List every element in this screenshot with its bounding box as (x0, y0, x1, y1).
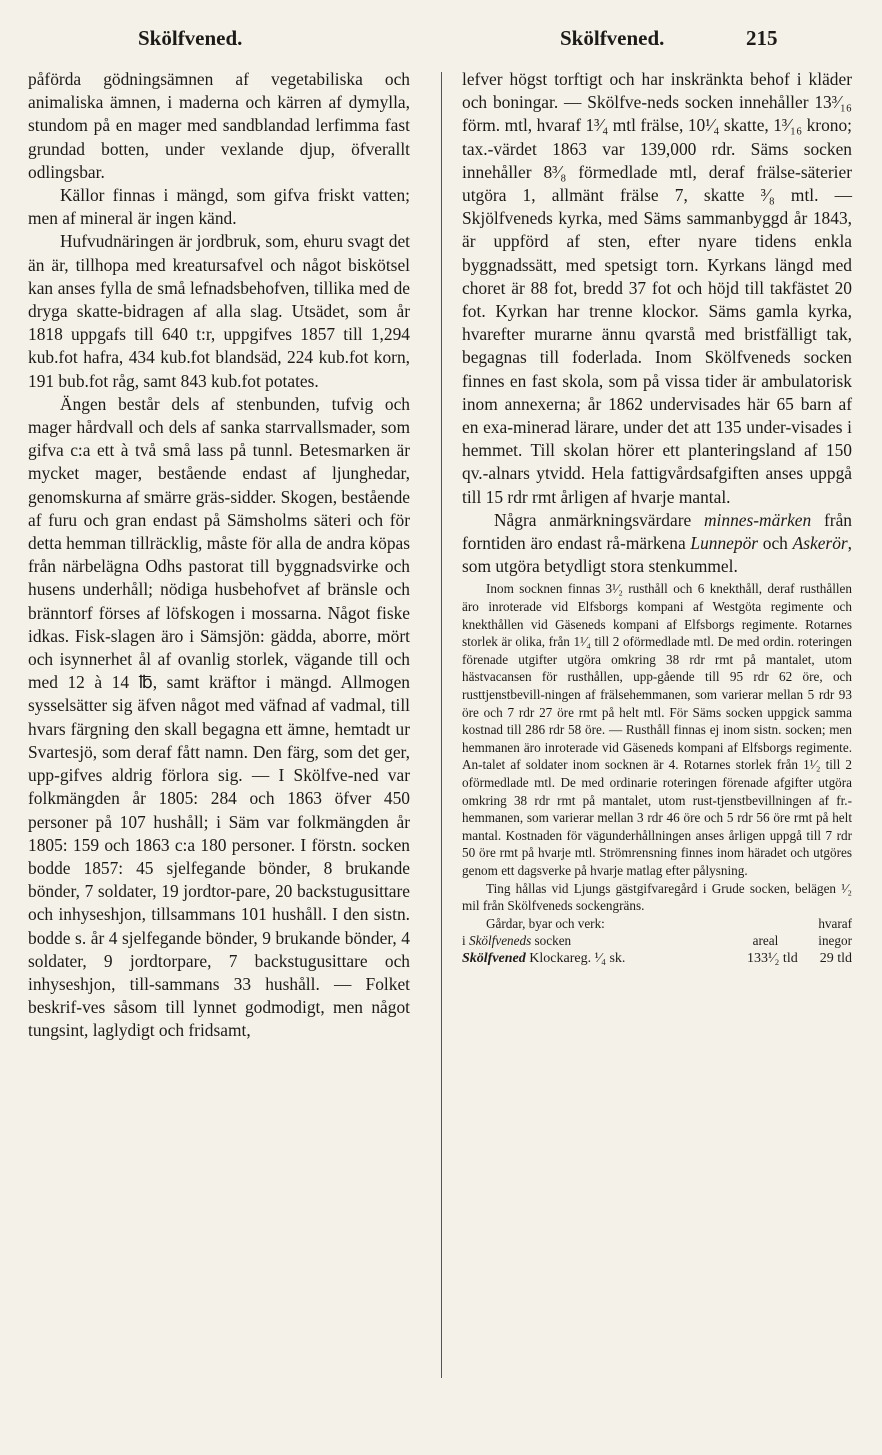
farm-table (462, 915, 852, 968)
paragraph: Ängen består dels af stenbunden, tufvig och mager hårdvall och dels af sanka starrvallsmader, som gifva c:a ett à två små lass på tunnl. Betesmarken är mycket mager, bestående endast af ljunghedar, genomskurna af smärre gräs-sidder. Skogen, bestående af furu och gran endast på Sämsholms säteri och för detta hemman tillräcklig, måste för alla de andra köpas från närbelägna Odhs pastorat till byggnadsvirke och husens underhåll; nödiga husbehofvet af bränsle och bränntorf förses af löfskogen i mossarna. Något fiske idkas. Fisk-slagen äro i Sämsjön: gädda, aborre, mört och isynnerhet ål af ovanlig storlek, vägande till och med 12 à 14 ℔, samt kräftor i mängd. Allmogen sysselsätter sig äfven något med väfnad af vadmal, till hvars färgning den skall begagna ett ämne, hemtadt ur Svartesjö, som deraf fått namn. Den färg, som det ger, upp-gifves aldrig förlora sig. — I Skölfve-ned var folkmängden år 1805: 284 och 1863 öfver 450 personer på 107 hushåll; i Säm var folkmängden år 1805: 159 och 1863 c:a 180 personer. I förstn. socken bodde 1857: 45 sjelfegande bönder, 8 brukande bönder, 7 soldater, 19 jordtor-pare, 20 backstugusittare och inhyseshjon, tillsammans 101 hushåll. I den sistn. bodde s. år 4 sjelfegande bönder, 9 brukande bönder, 4 soldater, 9 jordtorpare, 7 backstugusittare och inhyseshjon, till-sammans 33 hushåll. — Folket beskrif-ves såsom till lynnet godmodigt, men något tungsint, laglydigt och fridsamt, (28, 393, 410, 1041)
right-column (462, 68, 852, 968)
page-number: 215 (746, 26, 778, 50)
note-paragraph: Ting hållas vid Ljungs gästgifvaregård i Grude socken, belägen ¹⁄₂ mil från Skölfveneds sockengräns. (462, 880, 852, 914)
right-page-title: Skölfvened. (560, 26, 665, 50)
paragraph: lefver högst torftigt och har inskränkta behof i kläder och boningar. — Skölfve-neds socken innehåller 13³⁄₁₆ förm. mtl, hvaraf 1³⁄₄ mtl frälse, 10¹⁄₄ skatte, 1³⁄₁₆ krono; tax.-värdet 1863 var 139,000 rdr. Säms socken innehåller 8³⁄₈ förmedlade mtl, deraf frälse-säterier utgöra 1, allmänt frälse 7, skatte ³⁄₈ mtl. — Skjölfveneds kyrka, med Säms sammanbyggd år 1843, är uppförd af sten, efter nyare tidens enkla byggnadssätt, med spetsigt torn. Kyrkans längd med choret är 88 fot, bredd 37 fot och höjd till takfästet 20 fot. Kyrkan har trenne klockor. Säms gamla kyrka, hvarefter murarne ännu qvarstå med bristfälligt tak, begagnas till foderlada. Inom Skölfveneds socken finnes en fast skola, som på vissa tider är ambulatorisk inom annexerna; år 1862 undervisades här 65 barn af en exa-minerad lärare, under det att 135 under-visades i hemmet. Till skolan hörer ett planteringsland af 150 qv.-alnars ytvidd. Hela fattigvårdsafgiften anses uppgå till 15 rdr rmt årligen af hvarje mantal. (462, 69, 852, 507)
paragraph: påförda gödningsämnen af vegetabiliska och animaliska ämnen, i maderna och kärren af dymylla, stundom på en mager med sandblandad lerfimma fast grundad botten, under vexlande djup, öfverallt odlingsbar. (28, 69, 410, 182)
small-print-notes (462, 580, 852, 914)
left-page-title: Skölfvened. (138, 26, 243, 50)
table-row: Gårdar, byar och verk: hvaraf (486, 915, 852, 931)
table-row: i Skölfveneds socken areal inegor (462, 933, 852, 949)
monuments-paragraph: Några anmärkningsvärdare minnes-märken från forntiden äro endast rå-märkena Lunneрör och Askerör, som utgöra betydligt stora stenkummel. (462, 509, 853, 577)
left-column (28, 68, 410, 1043)
table-row: Skölfvened Klockareg. ¹⁄₄ sk. 133¹⁄₂ tld 29 tld (462, 950, 852, 966)
note-paragraph: Inom socknen finnas 3¹⁄₂ rusthåll och 6 knekthåll, deraf rusthållen äro inroterade vid Elfsborgs kompani af Westgöta regimente och knekthållen vid Gäseneds kompani af Elfsborgs regimente. Rotarnes storlek är olika, från 1¹⁄₄ till 2 oförmedlade mtl. De med ordin. roteringen förenade utgifter utgöra omkring 38 rdr rmt på mantalet, utom hästvacansen för rusthållen, upp-gående till 95 rdr 62 öre, och rusttjenstbevill-ningen af frälsehemmanen, som varierar mellan 5 rdr 93 öre och 7 rdr 27 öre rmt på helt mtl. För Säms socken uppgick samma kostnad till 286 rdr 58 öre. — Rusthåll finnas ej inom sistn. socken; men hemmanen äro inroterade vid Gäseneds kompani af Elfsborgs regimente. An-talet af soldater inom socknen är 4. Rotarnes storlek från 1¹⁄₂ till 2 oförmedlade mtl. De med ordinarie roteringen förenade afgifter utgöra omkring 38 rdr rmt på mantalet, utom rust-tjenstbevillningen af fr.-hemmanen, som varierar mellan 3 rdr 46 öre och 5 rdr 56 öre rmt på helt mantal. Kostnaden för vägunderhållningen anses årligen uppgå till 7 rdr 50 öre rmt på hvarje mtl. Strömrensning finnes inom häradet och utgöres genom ett dagsverke på hvarje matlag efter pålysning. (462, 581, 852, 878)
running-header (0, 26, 882, 56)
paragraph: Källor finnas i mängd, som gifva friskt vatten; men af mineral är ingen känd. (28, 185, 410, 229)
paragraph: Hufvudnäringen är jordbruk, som, ehuru svagt det än är, tillhopa med kreatursafvel och något biskötsel kan anses fylla de små lefnadsbehofven, tillika med de dryga skatte-bidragen af alla slag. Utsädet, som år 1818 uppgafs till 640 t:r, uppgifves 1857 till 1,294 kub.fot hafra, 434 kub.fot blandsäd, 224 kub.fot korn, 191 bub.fot råg, samt 843 kub.fot potates. (28, 231, 410, 391)
column-divider (441, 72, 442, 1378)
